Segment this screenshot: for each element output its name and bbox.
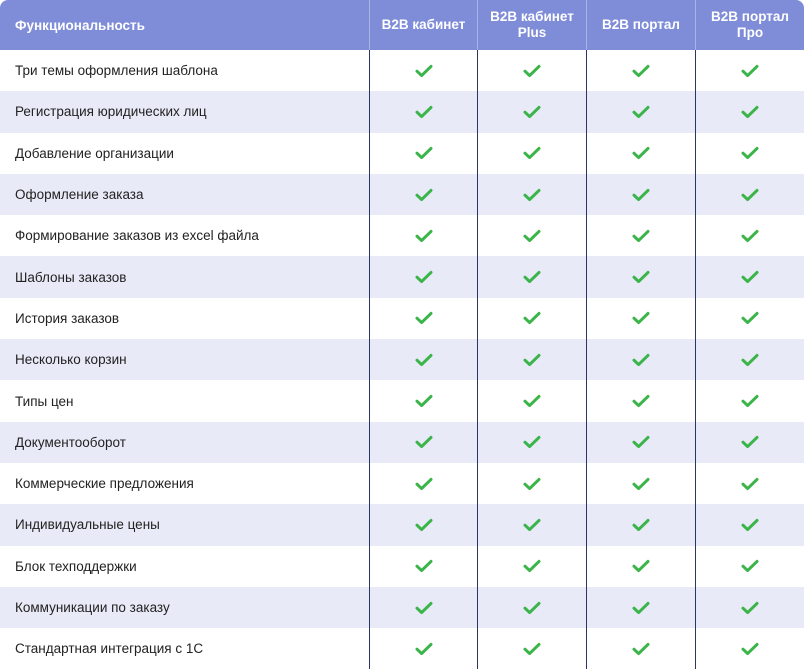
- feature-label: Типы цен: [15, 393, 74, 409]
- feature-label: Коммуникации по заказу: [15, 600, 170, 615]
- feature-label: Оформление заказа: [15, 187, 144, 203]
- check-icon: [523, 353, 541, 367]
- check-icon: [632, 353, 650, 367]
- check-icon: [632, 64, 650, 78]
- plan-cell: [695, 133, 804, 174]
- check-icon: [523, 64, 541, 78]
- check-icon: [523, 601, 541, 615]
- check-icon: [632, 270, 650, 284]
- plan-cell: [477, 380, 586, 421]
- table-row: [0, 587, 804, 628]
- plan-cell: [695, 587, 804, 628]
- check-icon: [415, 188, 433, 202]
- plan-cell: [369, 422, 477, 463]
- plan-cell: [369, 587, 477, 628]
- plan-cell: [586, 256, 695, 297]
- plan-cell: [369, 339, 477, 380]
- plan-cell: [695, 91, 804, 132]
- check-icon: [415, 270, 433, 284]
- table-row: [0, 504, 804, 545]
- plan-cell: [586, 133, 695, 174]
- table-header: [0, 0, 804, 50]
- check-icon: [523, 188, 541, 202]
- header-plan-b2b-cabinet-plus: B2B кабинет Plus: [477, 0, 586, 50]
- header-plan-b2b-portal-pro: B2B портал Про: [695, 0, 804, 50]
- check-icon: [632, 188, 650, 202]
- check-icon: [523, 477, 541, 491]
- plan-cell: [695, 628, 804, 669]
- check-icon: [741, 146, 759, 160]
- check-icon: [523, 146, 541, 160]
- plan-cell: [695, 50, 804, 91]
- plan-cell: [477, 339, 586, 380]
- plan-cell: [477, 133, 586, 174]
- plan-cell: [369, 256, 477, 297]
- plan-cell: [695, 463, 804, 504]
- table-row: [0, 380, 804, 421]
- plan-cell: [369, 91, 477, 132]
- plan-cell: [477, 587, 586, 628]
- check-icon: [415, 229, 433, 243]
- table-row: [0, 133, 804, 174]
- plan-cell: [695, 298, 804, 339]
- plan-cell: [369, 380, 477, 421]
- header-plan-b2b-cabinet: B2B кабинет: [369, 0, 477, 50]
- check-icon: [632, 642, 650, 656]
- plan-cell: [586, 628, 695, 669]
- table-row: [0, 339, 804, 380]
- plan-cell: [695, 174, 804, 215]
- plan-cell: [586, 174, 695, 215]
- check-icon: [523, 394, 541, 408]
- plan-cell: [477, 463, 586, 504]
- plan-cell: [477, 256, 586, 297]
- table-row: [0, 91, 804, 132]
- check-icon: [632, 229, 650, 243]
- check-icon: [741, 601, 759, 615]
- plan-cell: [586, 504, 695, 545]
- check-icon: [741, 188, 759, 202]
- plan-cell: [369, 298, 477, 339]
- check-icon: [632, 311, 650, 325]
- plan-cell: [369, 628, 477, 669]
- check-icon: [741, 559, 759, 573]
- plan-cell: [369, 133, 477, 174]
- check-icon: [415, 146, 433, 160]
- table-row: [0, 546, 804, 587]
- table-row: [0, 628, 804, 669]
- feature-label: Коммерческие предложения: [15, 476, 194, 492]
- check-icon: [523, 311, 541, 325]
- table-body: [0, 50, 804, 669]
- feature-label: Документооборот: [15, 434, 126, 450]
- plan-cell: [695, 422, 804, 463]
- plan-cell: [695, 256, 804, 297]
- feature-label: Стандартная интеграция с 1С: [15, 641, 204, 657]
- check-icon: [523, 435, 541, 449]
- plan-cell: [477, 174, 586, 215]
- plan-cell: [586, 587, 695, 628]
- plan-cell: [477, 298, 586, 339]
- check-icon: [741, 353, 759, 367]
- check-icon: [415, 642, 433, 656]
- plan-cell: [369, 463, 477, 504]
- check-icon: [415, 601, 433, 615]
- check-icon: [632, 435, 650, 449]
- table-row: [0, 215, 804, 256]
- check-icon: [741, 311, 759, 325]
- plan-cell: [586, 422, 695, 463]
- plan-cell: [477, 504, 586, 545]
- plan-cell: [369, 50, 477, 91]
- check-icon: [415, 353, 433, 367]
- feature-label: Индивидуальные цены: [15, 517, 160, 533]
- table-row: [0, 422, 804, 463]
- plan-cell: [695, 546, 804, 587]
- plan-cell: [695, 215, 804, 256]
- table-row: [0, 50, 804, 91]
- plan-cell: [586, 546, 695, 587]
- check-icon: [741, 642, 759, 656]
- check-icon: [523, 229, 541, 243]
- check-icon: [632, 146, 650, 160]
- plan-cell: [586, 50, 695, 91]
- check-icon: [632, 601, 650, 615]
- plan-cell: [586, 298, 695, 339]
- plan-cell: [586, 215, 695, 256]
- plan-cell: [369, 504, 477, 545]
- check-icon: [523, 518, 541, 532]
- plan-cell: [477, 422, 586, 463]
- plan-cell: [477, 50, 586, 91]
- plan-cell: [586, 339, 695, 380]
- plan-cell: [477, 91, 586, 132]
- table-row: [0, 174, 804, 215]
- plan-cell: [477, 546, 586, 587]
- check-icon: [415, 311, 433, 325]
- check-icon: [523, 270, 541, 284]
- check-icon: [741, 64, 759, 78]
- plan-cell: [369, 546, 477, 587]
- check-icon: [415, 477, 433, 491]
- plan-cell: [369, 215, 477, 256]
- feature-label: Формирование заказов из excel файла: [15, 228, 259, 244]
- feature-label: История заказов: [15, 310, 120, 326]
- plan-cell: [695, 380, 804, 421]
- check-icon: [741, 477, 759, 491]
- plan-cell: [477, 215, 586, 256]
- check-icon: [415, 435, 433, 449]
- feature-label: Несколько корзин: [15, 352, 127, 368]
- check-icon: [632, 477, 650, 491]
- check-icon: [415, 64, 433, 78]
- feature-label: Три темы оформления шаблона: [15, 63, 218, 79]
- check-icon: [632, 559, 650, 573]
- plan-cell: [369, 174, 477, 215]
- check-icon: [415, 394, 433, 408]
- check-icon: [523, 105, 541, 119]
- check-icon: [415, 559, 433, 573]
- plan-cell: [695, 504, 804, 545]
- check-icon: [741, 435, 759, 449]
- header-plan-b2b-portal: B2B портал: [586, 0, 695, 50]
- plan-cell: [586, 380, 695, 421]
- feature-label: Блок техподдержки: [15, 558, 137, 574]
- table-row: [0, 298, 804, 339]
- feature-label: Регистрация юридических лиц: [15, 104, 207, 120]
- check-icon: [632, 105, 650, 119]
- table-row: [0, 256, 804, 297]
- check-icon: [741, 105, 759, 119]
- plan-cell: [586, 463, 695, 504]
- check-icon: [415, 105, 433, 119]
- check-icon: [741, 229, 759, 243]
- check-icon: [415, 518, 433, 532]
- check-icon: [523, 559, 541, 573]
- check-icon: [741, 394, 759, 408]
- header-feature: Функциональность: [15, 17, 145, 33]
- check-icon: [632, 394, 650, 408]
- check-icon: [741, 270, 759, 284]
- plan-cell: [695, 339, 804, 380]
- feature-label: Шаблоны заказов: [15, 269, 127, 285]
- check-icon: [632, 518, 650, 532]
- check-icon: [741, 518, 759, 532]
- plan-cell: [586, 91, 695, 132]
- check-icon: [523, 642, 541, 656]
- feature-label: Добавление организации: [15, 145, 174, 161]
- table-row: [0, 463, 804, 504]
- plan-cell: [477, 628, 586, 669]
